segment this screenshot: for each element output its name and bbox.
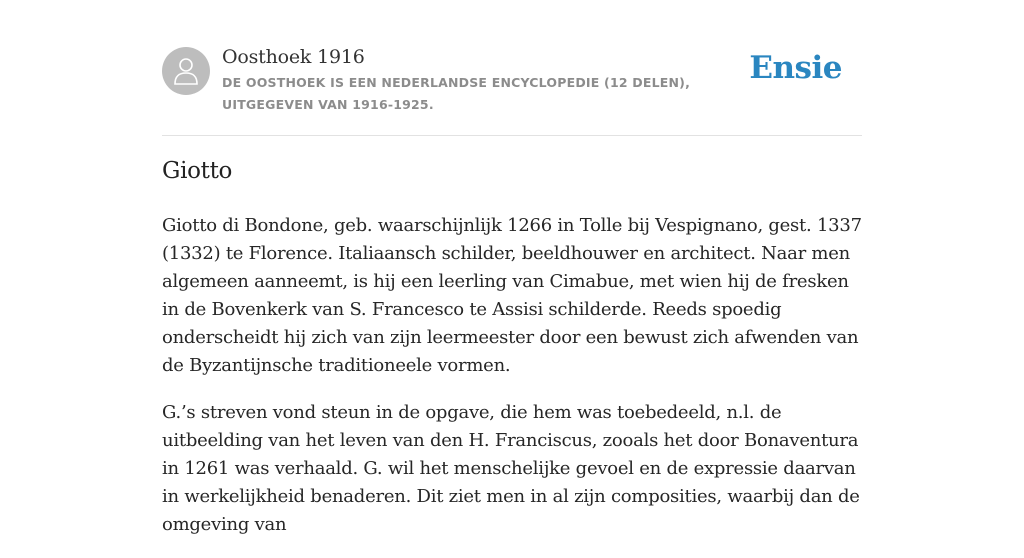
article-paragraph: G.’s streven vond steun in de opgave, die hem was toebedeeld, n.l. de uitbeelding van het leven van den H. Franciscus, zooals het door Bonaventura in 1261 was verhaald. G. wil het menschelijke gevoel en de expressie daarvan in werkelijkheid benaderen. Dit ziet men in al zijn composities, waarbij dan de omgeving van bbox=[162, 402, 860, 535]
article-paragraph: Giotto di Bondone, geb. waarschijnlijk 1266 in Tolle bij Vespignano, gest. 1337 (1332) te Florence. Italiaansch schilder, beeldhouwer en architect. Naar men algemeen aanneemt, is hij een leerling van Cimabue, met wien hij de fresken in de Bovenkerk van S. Francesco te Assisi schilderde. Reeds spoedig onderscheidt hij zich van zijn leermeester door een bewust zich afwenden van de Byzantijnsche traditioneele vormen. bbox=[162, 215, 862, 376]
author-description: DE OOSTHOEK IS EEN NEDERLANDSE ENCYCLOPEDIE (12 DELEN), UITGEGEVEN VAN 1916-1925. bbox=[222, 75, 691, 112]
article-title: Giotto bbox=[162, 158, 233, 184]
article-body bbox=[162, 212, 866, 558]
author-header bbox=[162, 44, 862, 136]
author-name[interactable]: Oosthoek 1916 bbox=[222, 46, 365, 68]
author-avatar[interactable] bbox=[162, 47, 210, 95]
ensie-logo[interactable]: Ensie bbox=[749, 50, 842, 86]
user-icon bbox=[174, 57, 198, 85]
